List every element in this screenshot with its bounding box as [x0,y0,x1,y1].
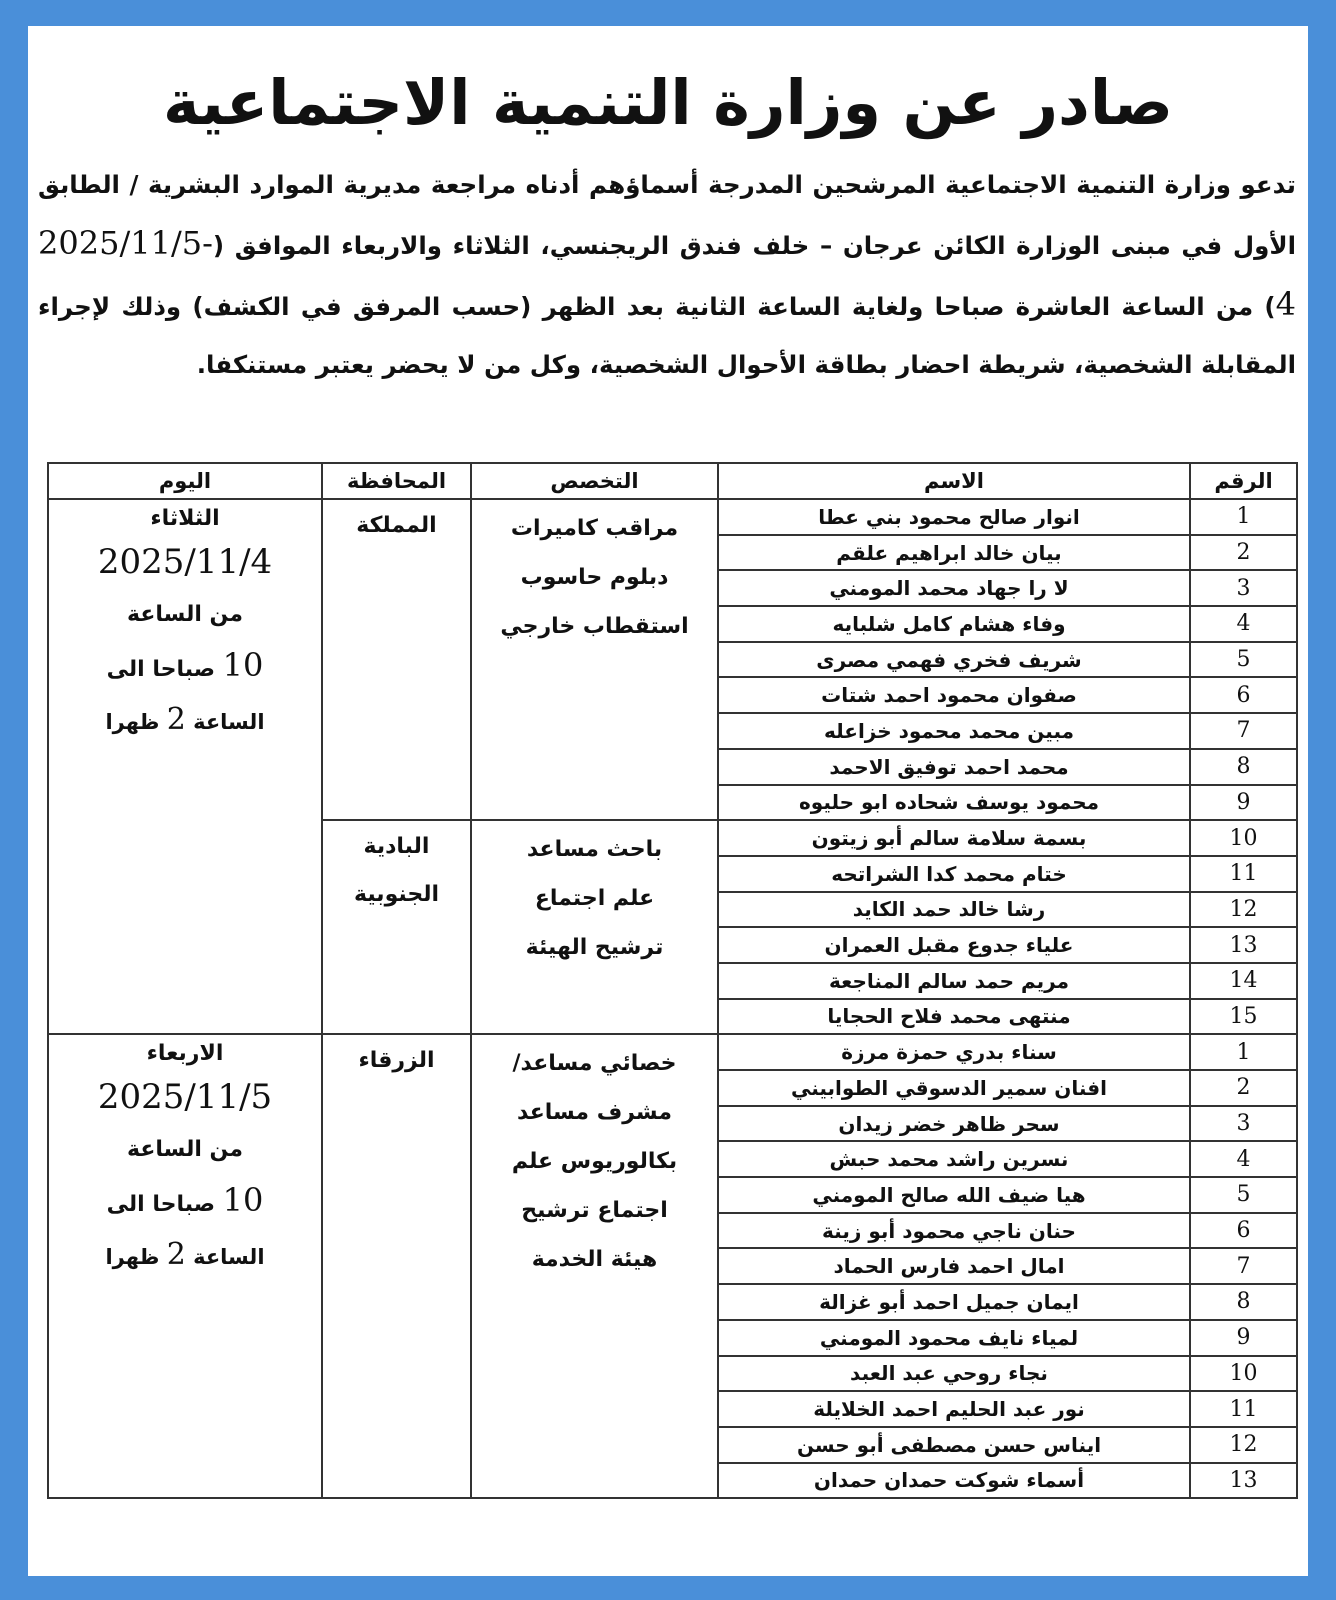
start-label: صباحا الى [106,657,215,682]
row-number: 2 [1190,535,1297,571]
specialization-cell [471,820,718,1034]
candidate-name: سحر ظاهر خضر زيدان [718,1106,1190,1142]
day-name: الاربعاء [146,1041,224,1067]
row-number: 11 [1190,856,1297,892]
candidate-name: مريم حمد سالم المناجعة [718,963,1190,999]
governorate-cell [322,499,471,820]
candidate-name: شريف فخري فهمي مصرى [718,642,1190,678]
end-prefix: الساعة [193,710,265,734]
start-hour: 10 [222,646,264,684]
candidate-name: ايناس حسن مصطفى أبو حسن [718,1427,1190,1463]
intro-paragraph [38,156,1296,394]
row-number: 8 [1190,749,1297,785]
row-number: 12 [1190,892,1297,928]
row-number: 7 [1190,713,1297,749]
header-specialization: التخصص [471,463,718,499]
page-title: صادر عن وزارة التنمية الاجتماعية [162,66,1174,139]
table-row [48,499,1297,535]
governorate-cell [322,820,471,1034]
candidate-name: نسرين راشد محمد حبش [718,1141,1190,1177]
row-number: 7 [1190,1248,1297,1284]
day-cell [48,1034,322,1498]
specialization-line: بكالوريوس علم [511,1149,678,1175]
governorate-line: البادية [363,834,430,860]
candidate-name: هيا ضيف الله صالح المومني [718,1177,1190,1213]
row-number: 9 [1190,1320,1297,1356]
specialization-line: ترشيح الهيئة [525,935,664,961]
specialization-line: استقطاب خارجي [500,614,689,639]
candidate-name: ختام محمد كدا الشراتحه [718,856,1190,892]
candidate-name: محمد احمد توفيق الاحمد [718,749,1190,785]
row-number: 2 [1190,1070,1297,1106]
row-number: 15 [1190,999,1297,1035]
header-number: الرقم [1190,463,1297,499]
day-name: الثلاثاء [150,506,220,531]
candidate-name: رشا خالد حمد الكايد [718,892,1190,928]
governorate-cell [322,1034,471,1498]
candidate-name: لمياء نايف محمود المومني [718,1320,1190,1356]
candidate-name: بسمة سلامة سالم أبو زيتون [718,820,1190,856]
end-prefix: الساعة [193,1245,265,1270]
candidate-name: افنان سمير الدسوقي الطوابيني [718,1070,1190,1106]
governorate-line: الزرقاء [358,1048,435,1074]
row-number: 1 [1190,1034,1297,1070]
row-number: 5 [1190,642,1297,678]
candidate-name: سناء بدري حمزة مرزة [718,1034,1190,1070]
specialization-cell [471,1034,718,1498]
row-number: 5 [1190,1177,1297,1213]
specialization-line: دبلوم حاسوب [520,565,669,590]
row-number: 4 [1190,1141,1297,1177]
row-number: 10 [1190,1356,1297,1392]
governorate-line: الجنوبية [353,882,439,908]
governorate-line: المملكة [356,513,437,538]
day-end-time [53,1232,317,1280]
day-date: 2025/11/4 [97,542,273,582]
candidates-table [47,462,1298,1499]
intro-text-after: ) من الساعة العاشرة صباحا ولغاية الساعة الثانية بعد الظهر (حسب المرفق في الكشف) وذلك لإجراء المقابلة الشخصية، شريطة احضار بطاقة الأحوال الشخصية، وكل من لا يحضر يعتبر مستنكفا. [38,292,1296,379]
candidate-name: منتهى محمد فلاح الحجايا [718,999,1190,1035]
day-from-label: من الساعة [127,602,243,627]
end-label: ظهرا [105,1245,160,1270]
row-number: 3 [1190,1106,1297,1142]
table-header-row [48,463,1297,499]
row-number: 10 [1190,820,1297,856]
day-cell [48,499,322,1034]
specialization-line: مراقب كاميرات [510,516,679,541]
header-governorate: المحافظة [322,463,471,499]
row-number: 1 [1190,499,1297,535]
row-number: 6 [1190,677,1297,713]
specialization-line: هيئة الخدمة [531,1247,658,1273]
day-from-label: من الساعة [127,1137,243,1163]
candidate-name: أسماء شوكت حمدان حمدان [718,1463,1190,1499]
row-number: 3 [1190,570,1297,606]
candidate-name: انوار صالح محمود بني عطا [718,499,1190,535]
day-date: 2025/11/5 [97,1077,273,1118]
candidate-name: بيان خالد ابراهيم علقم [718,535,1190,571]
candidate-name: علياء جدوع مقبل العمران [718,927,1190,963]
table-row [48,1034,1297,1070]
candidate-name: محمود يوسف شحاده ابو حليوه [718,785,1190,821]
start-label: صباحا الى [106,1192,215,1218]
row-number: 9 [1190,785,1297,821]
row-number: 12 [1190,1427,1297,1463]
specialization-line: اجتماع ترشيح [521,1198,668,1224]
candidate-name: وفاء هشام كامل شلبايه [718,606,1190,642]
table-body [48,499,1297,1498]
specialization-line: علم اجتماع [534,886,655,912]
specialization-line: مشرف مساعد [517,1100,672,1126]
candidate-name: نجاء روحي عبد العبد [718,1356,1190,1392]
day-end-time [53,697,317,745]
day-start-time [53,1173,317,1232]
candidate-name: صفوان محمود احمد شتات [718,677,1190,713]
header-day: اليوم [48,463,322,499]
specialization-line: باحث مساعد [526,837,663,863]
specialization-cell [471,499,718,820]
row-number: 14 [1190,963,1297,999]
row-number: 4 [1190,606,1297,642]
specialization-line: خصائي مساعد/ [512,1051,677,1077]
row-number: 13 [1190,927,1297,963]
intro-text-before: تدعو وزارة التنمية الاجتماعية المرشحين المدرجة أسماؤهم أدناه مراجعة مديرية الموارد البشرية / الطابق الأول في مبنى الوزارة الكائن عرجان – خلف فندق الريجنسي، الثلاثاء والاربعاء الموافق ( [38,170,1296,260]
header-name: الاسم [718,463,1190,499]
row-number: 8 [1190,1284,1297,1320]
row-number: 6 [1190,1213,1297,1249]
candidate-name: امال احمد فارس الحماد [718,1248,1190,1284]
end-hour: 2 [166,702,186,737]
candidate-name: لا را جهاد محمد المومني [718,570,1190,606]
announcement-sheet [28,26,1308,1576]
day-start-time [53,638,317,697]
candidate-name: نور عبد الحليم احمد الخلايلة [718,1391,1190,1427]
candidate-name: مبين محمد محمود خزاعله [718,713,1190,749]
start-hour: 10 [222,1181,264,1220]
end-label: ظهرا [105,710,160,734]
candidate-name: ايمان جميل احمد أبو غزالة [718,1284,1190,1320]
row-number: 11 [1190,1391,1297,1427]
intro-dates: 2025/11/5-4 [38,224,1296,323]
end-hour: 2 [166,1237,186,1273]
candidate-name: حنان ناجي محمود أبو زينة [718,1213,1190,1249]
row-number: 13 [1190,1463,1297,1499]
